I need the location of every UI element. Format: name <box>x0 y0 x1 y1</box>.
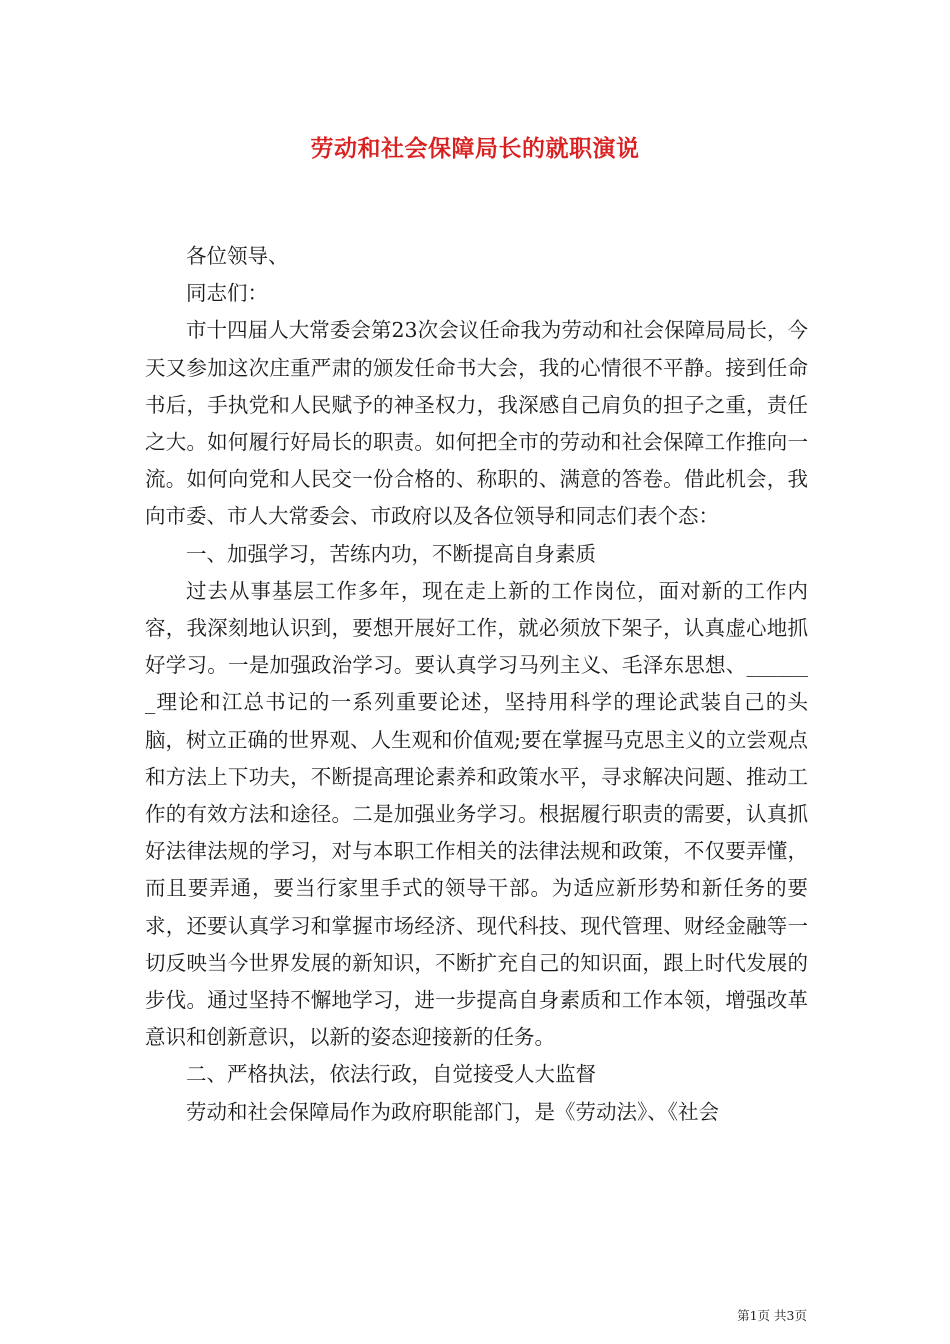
section-heading: 二、严格执法，依法行政，自觉接受人大监督 <box>186 1062 596 1087</box>
document-body <box>145 238 808 1131</box>
footer-suffix: 页 <box>794 1308 807 1323</box>
footer-total-pages: 3 <box>786 1308 795 1323</box>
footer-middle: 页 共 <box>757 1308 787 1323</box>
body-paragraph: 劳动和社会保障局作为政府职能部门，是《劳动法》、《社会 <box>186 1099 719 1124</box>
body-paragraph: 市十四届人大常委会第23次会议任命我为劳动和社会保障局局长，今天又参加这次庄重严肃的颁发任命书大会，我的心情很不平静。接到任命书后，手执党和人民赋予的神圣权力，我深感自己肩负的担子之重，责任之大。如何履行好局长的职责。如何把全市的劳动和社会保障工作推向一流。如何向党和人民交一份合格的、称职的、满意的答卷。借此机会，我向市委、市人大常委会、市政府以及各位领导和同志们表个态： <box>145 318 808 529</box>
page-footer <box>737 1306 807 1324</box>
document-title: 劳动和社会保障局长的就职演说 <box>310 135 640 162</box>
footer-prefix: 第 <box>737 1308 750 1323</box>
salutation-line-2: 同志们： <box>186 281 268 306</box>
section-heading: 一、加强学习，苦练内功，不断提高自身素质 <box>186 541 596 566</box>
footer-current-page: 1 <box>749 1308 758 1323</box>
salutation-line-1: 各位领导、 <box>186 244 289 268</box>
body-paragraph: 过去从事基层工作多年，现在走上新的工作岗位，面对新的工作内容，我深刻地认识到，要想开展好工作，就必须放下架子，认真虚心地抓好学习。一是加强政治学习。要认真学习马列主义、毛泽东思想、_______理论和江总书记的一系列重要论述，坚持用科学的理论武装自己的头脑，树立正确的世界观、人生观和价值观;要在掌握马克思主义的立尝观点和方法上下功夫，不断提高理论素养和政策水平，寻求解决问题、推动工作的有效方法和途径。二是加强业务学习。根据履行职责的需要，认真抓好法律法规的学习，对与本职工作相关的法律法规和政策，不仅要弄懂，而且要弄通，要当行家里手式的领导干部。为适应新形势和新任务的要求，还要认真学习和掌握市场经济、现代科技、现代管理、财经金融等一切反映当今世界发展的新知识，不断扩充自己的知识面，跟上时代发展的步伐。通过坚持不懈地学习，进一步提高自身素质和工作本领，增强改革意识和创新意识，以新的姿态迎接新的任务。 <box>145 578 808 1050</box>
